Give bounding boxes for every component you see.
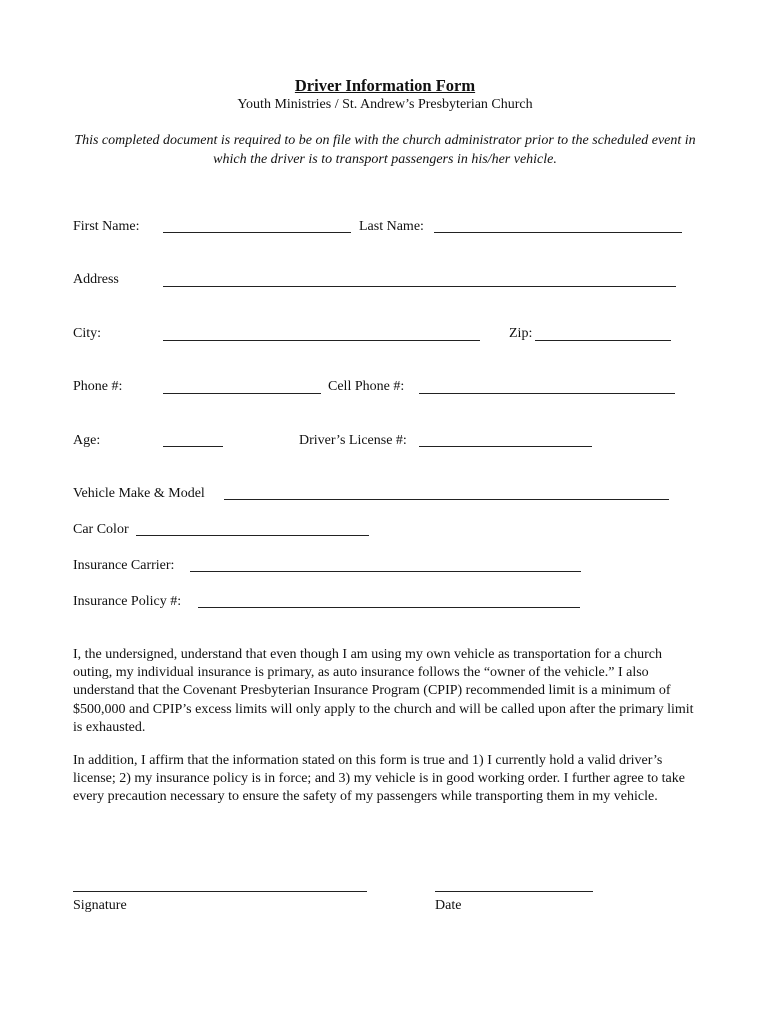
last-name-field[interactable] (434, 232, 682, 233)
date-label: Date (435, 898, 462, 913)
address-field[interactable] (163, 286, 676, 287)
age-label: Age: (73, 433, 101, 448)
zip-field[interactable] (535, 340, 671, 341)
address-label: Address (73, 272, 119, 287)
form-title: Driver Information Form (294, 76, 476, 95)
zip-label: Zip: (509, 326, 533, 341)
drivers-license-label: Driver’s License #: (299, 433, 407, 448)
date-field[interactable] (435, 891, 593, 892)
drivers-license-field[interactable] (419, 446, 592, 447)
last-name-label: Last Name: (359, 219, 424, 234)
liability-paragraph: I, the undersigned, understand that even though I am using my own vehicle as transportation for a church outing, my individual insurance is primary, as auto insurance follows the “owner of the vehicle.” I also understand that the Covenant Presbyterian Insurance Program (CPIP) recommended limit is a minimum of $500,000 and CPIP’s excess limits will only apply to the church and will be called upon after the primary limit is exhausted. (73, 647, 694, 735)
affirmation-paragraph: In addition, I affirm that the information stated on this form is true and 1) I currently hold a valid driver’s license; 2) my insurance policy is in force; and 3) my vehicle is in good working order. I further agree to take every precaution necessary to ensure the safety of my passengers while transporting them in my vehicle. (73, 753, 685, 805)
cell-phone-field[interactable] (419, 393, 675, 394)
vehicle-label: Vehicle Make & Model (73, 486, 205, 501)
cell-phone-label: Cell Phone #: (328, 379, 405, 394)
phone-label: Phone #: (73, 379, 123, 394)
signature-label: Signature (73, 898, 127, 913)
insurance-policy-label: Insurance Policy #: (73, 594, 182, 609)
vehicle-field[interactable] (224, 499, 669, 500)
insurance-carrier-label: Insurance Carrier: (73, 558, 175, 573)
city-label: City: (73, 326, 102, 341)
form-intro: This completed document is required to be on file with the church administrator prior to the scheduled event in which the driver is to transport passengers in his/her vehicle. (74, 133, 696, 167)
phone-field[interactable] (163, 393, 321, 394)
city-field[interactable] (163, 340, 480, 341)
car-color-label: Car Color (73, 522, 129, 537)
car-color-field[interactable] (136, 535, 369, 536)
first-name-field[interactable] (163, 232, 351, 233)
insurance-carrier-field[interactable] (190, 571, 581, 572)
age-field[interactable] (163, 446, 223, 447)
signature-field[interactable] (73, 891, 367, 892)
first-name-label: First Name: (73, 219, 140, 234)
form-subtitle: Youth Ministries / St. Andrew’s Presbyterian Church (237, 97, 533, 112)
insurance-policy-field[interactable] (198, 607, 580, 608)
